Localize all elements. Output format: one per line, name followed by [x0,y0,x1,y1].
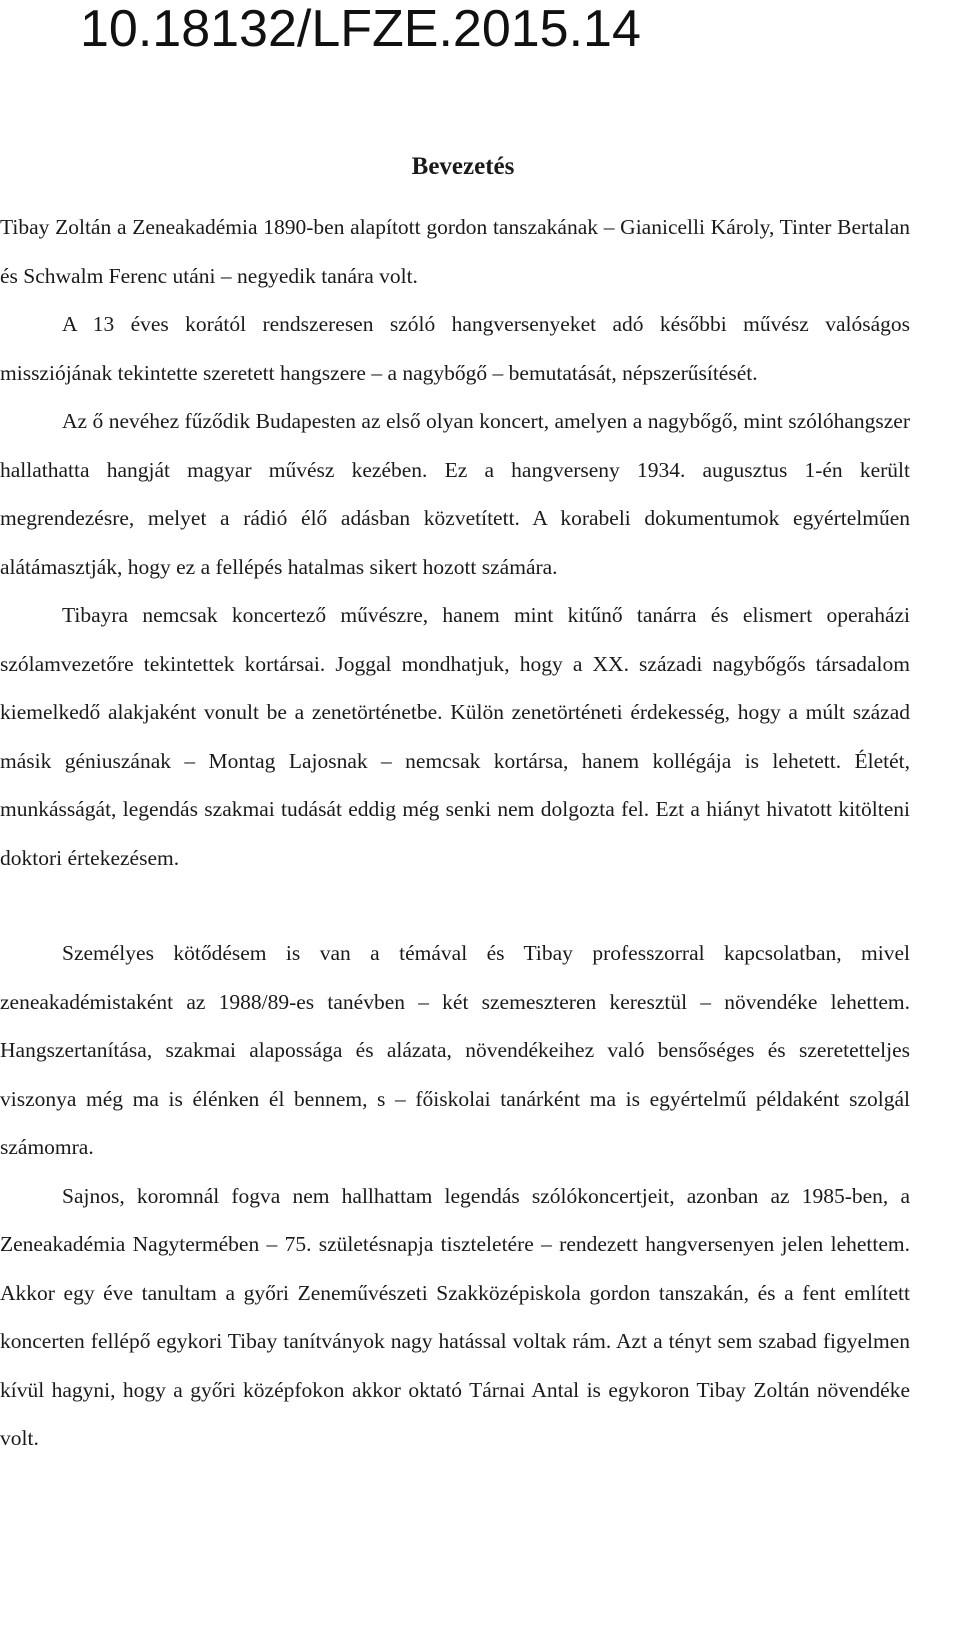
doi-identifier: 10.18132/LFZE.2015.14 [80,0,641,58]
body-text [0,203,910,1463]
paragraph-5: Személyes kötődésem is van a témával és Tibay professzorral kapcsolatban, mivel zeneakadémistaként az 1988/89-es tanévben – két szemeszteren keresztül – növendéke lehettem. Hangszertanítása, szakmai alapossága és alázata, növendékeihez való bensőséges és szeretetteljes viszonya még ma is élénken él bennem, s – főiskolai tanárként ma is egyértelmű példaként szolgál számomra. [0,941,910,1159]
paragraph-1: Tibay Zoltán a Zeneakadémia 1890-ben alapított gordon tanszakának – Gianicelli Károly, Tinter Bertalan és Schwalm Ferenc utáni – negyedik tanára volt. [0,215,910,288]
section-title: Bevezetés [411,153,515,180]
paragraph-2: A 13 éves korától rendszeresen szóló hangversenyeket adó későbbi művész valóságos missziójának tekintette szeretett hangszere – a nagybőgő – bemutatását, népszerűsítését. [0,312,910,385]
paragraph-3: Az ő nevéhez fűződik Budapesten az első olyan koncert, amelyen a nagybőgő, mint szólóhangszer hallathatta hangját magyar művész kezében. Ez a hangverseny 1934. augusztus 1-én került megrendezésre, melyet a rádió élő adásban közvetített. A korabeli dokumentumok egyértelműen alátámasztják, hogy ez a fellépés hatalmas sikert hozott számára. [0,409,910,579]
paragraph-6: Sajnos, koromnál fogva nem hallhattam legendás szólókoncertjeit, azonban az 1985-ben, a Zeneakadémia Nagytermében – 75. születésnapja tiszteletére – rendezett hangversenyen jelen lehettem. Akkor egy éve tanultam a győri Zeneművészeti Szakközépiskola gordon tanszakán, és a fent említett koncerten fellépő egykori Tibay tanítványok nagy hatással voltak rám. Azt a tényt sem szabad figyelmen kívül hagyni, hogy a győri középfokon akkor oktató Tárnai Antal is egykoron Tibay Zoltán növendéke volt. [0,1183,910,1450]
paragraph-4: Tibayra nemcsak koncertező művészre, hanem mint kitűnő tanárra és elismert operaházi szólamvezetőre tekintettek kortársai. Joggal mondhatjuk, hogy a XX. századi nagybőgős társadalom kiemelkedő alakjaként vonult be a zenetörténetbe. Külön zenetörténeti érdekesség, hogy a múlt század másik géniuszának – Montag Lajosnak – nemcsak kortársa, hanem kollégája is lehetett. Életét, munkásságát, legendás szakmai tudását eddig még senki nem dolgozta fel. Ezt a hiányt hivatott kitölteni doktori értekezésem. [0,603,910,870]
